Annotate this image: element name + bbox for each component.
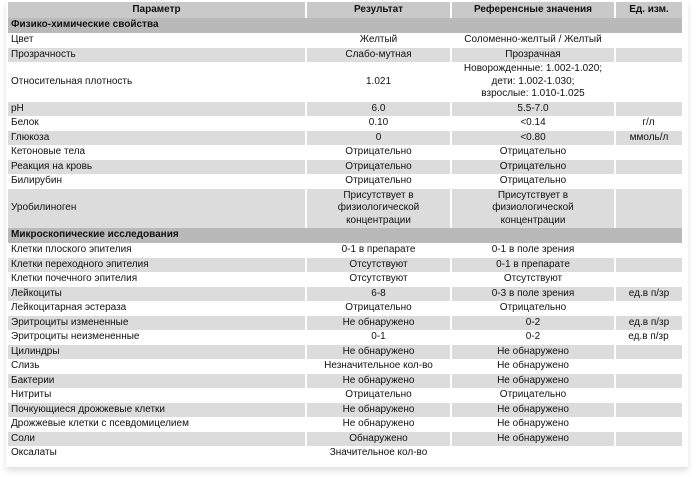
result-cell: Отрицательно <box>345 175 412 186</box>
param-cell: Дрожжевые клетки с псевдомицелием <box>11 418 189 429</box>
section-header-row <box>8 228 682 243</box>
param-cell: Лейкоцитарная эстераза <box>11 302 127 313</box>
result-cell: 6.0 <box>306 102 451 117</box>
param-cell: Белок <box>11 117 39 128</box>
param-cell: Слизь <box>11 360 40 371</box>
table-body <box>8 18 682 461</box>
unit-cell <box>615 189 682 229</box>
reference-cell: Отрицательно <box>499 146 567 157</box>
reference-cell: 0-3 в поле зрения <box>451 287 615 302</box>
result-cell: 1.021 <box>365 75 392 87</box>
param-cell: Эритроциты неизмененные <box>11 331 140 342</box>
result-cell: Отрицательно <box>345 146 412 157</box>
reference-cell: <0.80 <box>451 131 615 146</box>
table-row <box>8 258 682 273</box>
table-row <box>8 374 682 389</box>
table-row <box>8 417 682 432</box>
reference-cell: Отрицательно <box>499 302 567 313</box>
param-cell: Эритроциты измененные <box>8 316 306 331</box>
urinalysis-results-card <box>6 0 688 467</box>
reference-cell: Отрицательно <box>451 160 615 175</box>
reference-cell: 0-2 <box>451 316 615 331</box>
header-result: Результат <box>306 2 451 18</box>
table-row <box>8 330 682 345</box>
unit-cell: ед.в п/зр <box>615 287 682 302</box>
reference-cell: 0-1 в препарате <box>451 258 615 273</box>
reference-cell: Новорожденные: 1.002-1.020; дети: 1.002-1.030; взрослые: 1.010-1.025 <box>463 63 603 99</box>
reference-cell: Присутствует в физиологической концентрации <box>451 189 615 229</box>
result-cell: 0-1 в препарате <box>341 244 416 255</box>
param-cell: Клетки переходного эпителия <box>8 258 306 273</box>
param-cell: Относительная плотность <box>11 75 133 87</box>
param-cell: Прозрачность <box>8 48 306 63</box>
reference-cell: Отрицательно <box>499 175 567 186</box>
param-cell: Нитриты <box>11 389 52 400</box>
param-cell: Цилиндры <box>8 345 306 360</box>
param-cell: Уробилиноген <box>8 189 306 229</box>
table-row <box>8 48 682 63</box>
table-row <box>8 287 682 302</box>
result-cell: Не обнаружено <box>306 316 451 331</box>
table-row <box>8 102 682 117</box>
unit-cell <box>615 243 682 258</box>
result-cell: 0-1 <box>371 331 386 342</box>
table-row <box>8 62 682 102</box>
section-header-row <box>8 18 682 33</box>
result-cell: Отрицательно <box>345 302 412 313</box>
table-row <box>8 131 682 146</box>
result-cell: 6-8 <box>306 287 451 302</box>
param-cell: Оксалаты <box>11 447 57 458</box>
result-cell: Отсутствуют <box>306 258 451 273</box>
param-cell: Глюкоза <box>8 131 306 146</box>
unit-cell <box>615 345 682 360</box>
reference-cell <box>451 446 615 461</box>
table-row <box>8 243 682 258</box>
header-reference: Референсные значения <box>451 2 615 18</box>
reference-cell: Не обнаружено <box>451 432 615 447</box>
reference-cell: <0.14 <box>520 117 546 128</box>
reference-cell: Соломенно-желтый / Желтый <box>464 34 602 45</box>
param-cell: Кетоновые тела <box>11 146 86 157</box>
table-row <box>8 359 682 374</box>
unit-cell <box>615 272 682 287</box>
reference-cell: Не обнаружено <box>451 403 615 418</box>
result-cell: Присутствует в физиологической концентрации <box>306 189 451 229</box>
param-cell: Лейкоциты <box>8 287 306 302</box>
table-row <box>8 301 682 316</box>
unit-cell <box>615 301 682 316</box>
unit-cell: г/л <box>642 117 655 128</box>
reference-cell: 0-2 <box>525 331 541 342</box>
unit-cell <box>615 359 682 374</box>
unit-cell <box>615 258 682 273</box>
reference-cell: Не обнаружено <box>451 345 615 360</box>
reference-cell: 0-1 в поле зрения <box>491 244 575 255</box>
result-cell: Не обнаружено <box>306 345 451 360</box>
result-cell: Отрицательно <box>306 160 451 175</box>
section-title: Физико-химические свойства <box>8 18 682 33</box>
unit-cell <box>615 446 682 461</box>
param-cell: Реакция на кровь <box>8 160 306 175</box>
unit-cell: ед.в п/зр <box>615 316 682 331</box>
param-cell: Клетки плоского эпителия <box>11 244 132 255</box>
table-row <box>8 174 682 189</box>
table-row <box>8 446 682 461</box>
unit-cell <box>615 62 682 102</box>
table-row <box>8 189 682 229</box>
table-row <box>8 403 682 418</box>
unit-cell <box>615 417 682 432</box>
reference-cell: Прозрачная <box>451 48 615 63</box>
reference-cell: Не обнаружено <box>497 418 569 429</box>
table-row <box>8 432 682 447</box>
unit-cell <box>615 374 682 389</box>
result-cell: Слабо-мутная <box>306 48 451 63</box>
result-cell: Отрицательно <box>345 389 412 400</box>
unit-cell: ед.в п/зр <box>628 331 669 342</box>
header-param: Параметр <box>8 2 306 18</box>
reference-cell: Отсутствуют <box>503 273 563 284</box>
unit-cell <box>615 33 682 48</box>
result-cell: 0.10 <box>368 117 389 128</box>
reference-cell: Не обнаружено <box>451 374 615 389</box>
result-cell: 0 <box>306 131 451 146</box>
param-cell: pH <box>8 102 306 117</box>
param-cell: Соли <box>8 432 306 447</box>
table-row <box>8 345 682 360</box>
section-title: Микроскопические исследования <box>8 228 682 243</box>
table-row <box>8 116 682 131</box>
param-cell: Почкующиеся дрожжевые клетки <box>8 403 306 418</box>
unit-cell <box>615 432 682 447</box>
param-cell: Клетки почечного эпителия <box>11 273 138 284</box>
param-cell: Бактерии <box>8 374 306 389</box>
result-cell: Незначительное кол-во <box>324 360 433 371</box>
unit-cell <box>615 160 682 175</box>
param-cell: Билирубин <box>11 175 62 186</box>
result-cell: Желтый <box>359 34 398 45</box>
result-cell: Значительное кол-во <box>329 447 428 458</box>
table-row <box>8 272 682 287</box>
results-table <box>8 2 682 461</box>
unit-cell <box>615 145 682 160</box>
reference-cell: Отрицательно <box>499 389 567 400</box>
table-row <box>8 388 682 403</box>
result-cell: Обнаружено <box>306 432 451 447</box>
reference-cell: Не обнаружено <box>497 360 569 371</box>
header-unit: Ед. изм. <box>615 2 682 18</box>
unit-cell: ммоль/л <box>615 131 682 146</box>
unit-cell <box>615 48 682 63</box>
table-row <box>8 160 682 175</box>
result-cell: Не обнаружено <box>306 374 451 389</box>
unit-cell <box>615 403 682 418</box>
result-cell: Не обнаружено <box>342 418 415 429</box>
result-cell: Не обнаружено <box>306 403 451 418</box>
reference-cell: 5.5-7.0 <box>451 102 615 117</box>
table-header-row <box>8 2 682 18</box>
table-row <box>8 33 682 48</box>
table-row <box>8 316 682 331</box>
table-row <box>8 145 682 160</box>
result-cell: Отсутствуют <box>349 273 408 284</box>
unit-cell <box>615 388 682 403</box>
unit-cell <box>615 102 682 117</box>
param-cell: Цвет <box>11 34 34 45</box>
unit-cell <box>615 174 682 189</box>
